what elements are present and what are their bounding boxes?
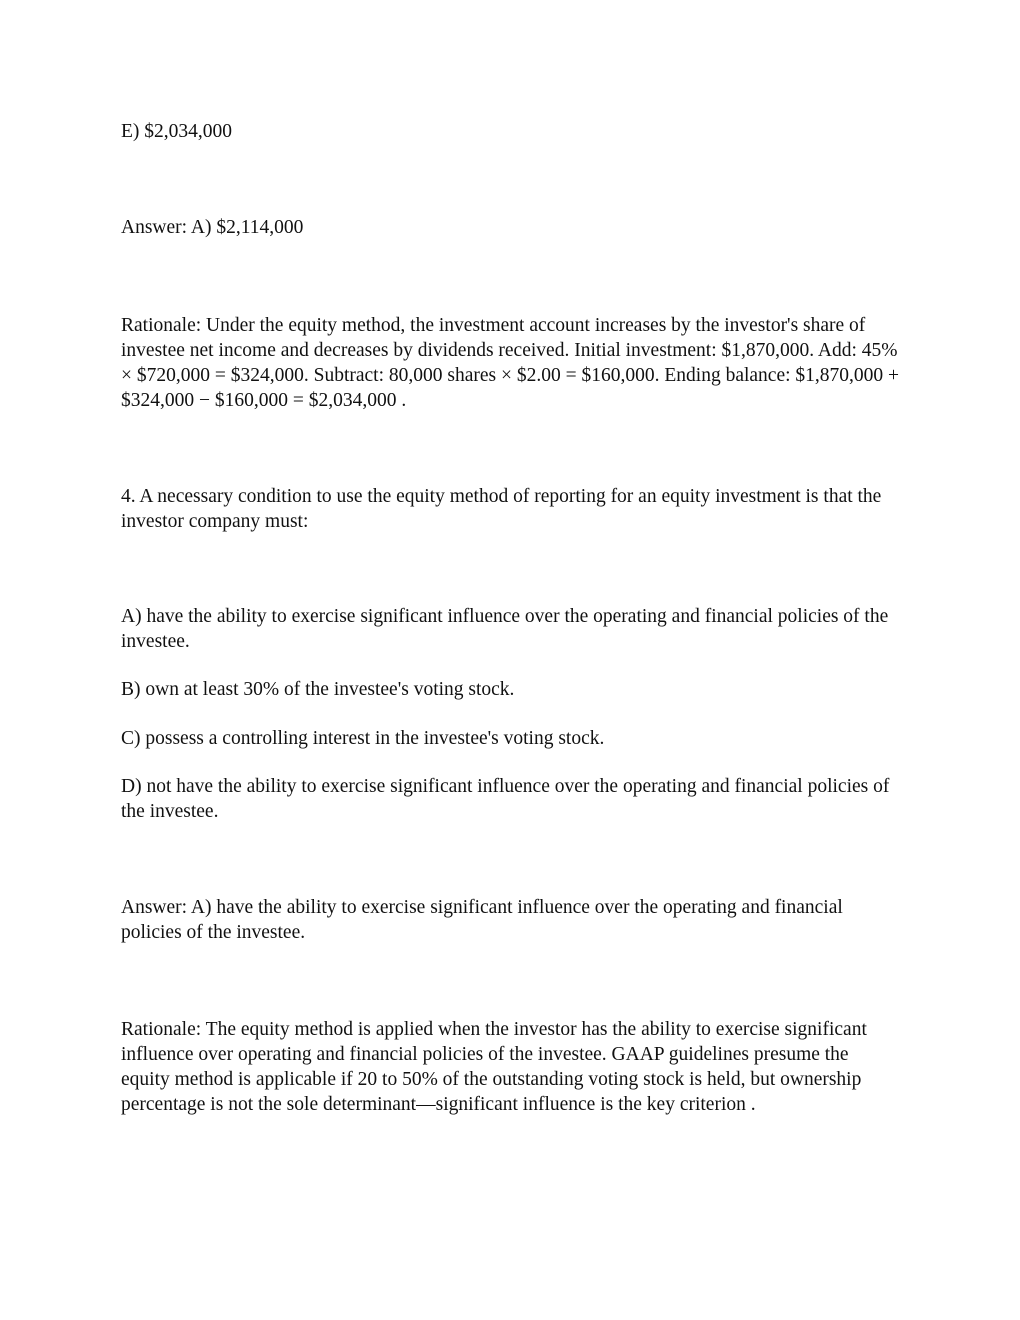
question-4-option-b: B) own at least 30% of the investee's voting stock. (121, 679, 515, 700)
question-4-option-a: A) have the ability to exercise significant influence over the operating and financial policies of the investee. (121, 606, 889, 652)
question-4-option-c: C) possess a controlling interest in the investee's voting stock. (121, 728, 605, 749)
answer-option-e: E) $2,034,000 (121, 121, 233, 142)
answer-line-question-4: Answer: A) have the ability to exercise significant influence over the operating and financial policies of the investee. (121, 897, 843, 943)
rationale-question-4: Rationale: The equity method is applied when the investor has the ability to exercise significant influence over operating and financial policies of the investee. GAAP guidelines presume the equity method is applicable if 20 to 50% of the outstanding voting stock is held, but ownership percentage is not the sole determinant—significant influence is the key criterion . (121, 1019, 867, 1115)
answer-line-question-3: Answer: A) $2,114,000 (121, 217, 304, 238)
rationale-question-3: Rationale: Under the equity method, the investment account increases by the investor's share of investee net income and decreases by dividends received. Initial investment: $1,870,000. Add: 45% × $720,000 = $324,000. Subtract: 80,000 shares × $2.00 = $160,000. Ending balance: $1,870,000 + $324,000 − $160,000 = $2,034,000 . (121, 315, 900, 411)
question-4-option-d: D) not have the ability to exercise significant influence over the operating and financial policies of the investee. (121, 776, 890, 822)
question-4: 4. A necessary condition to use the equity method of reporting for an equity investment is that the investor company must: (121, 486, 882, 532)
